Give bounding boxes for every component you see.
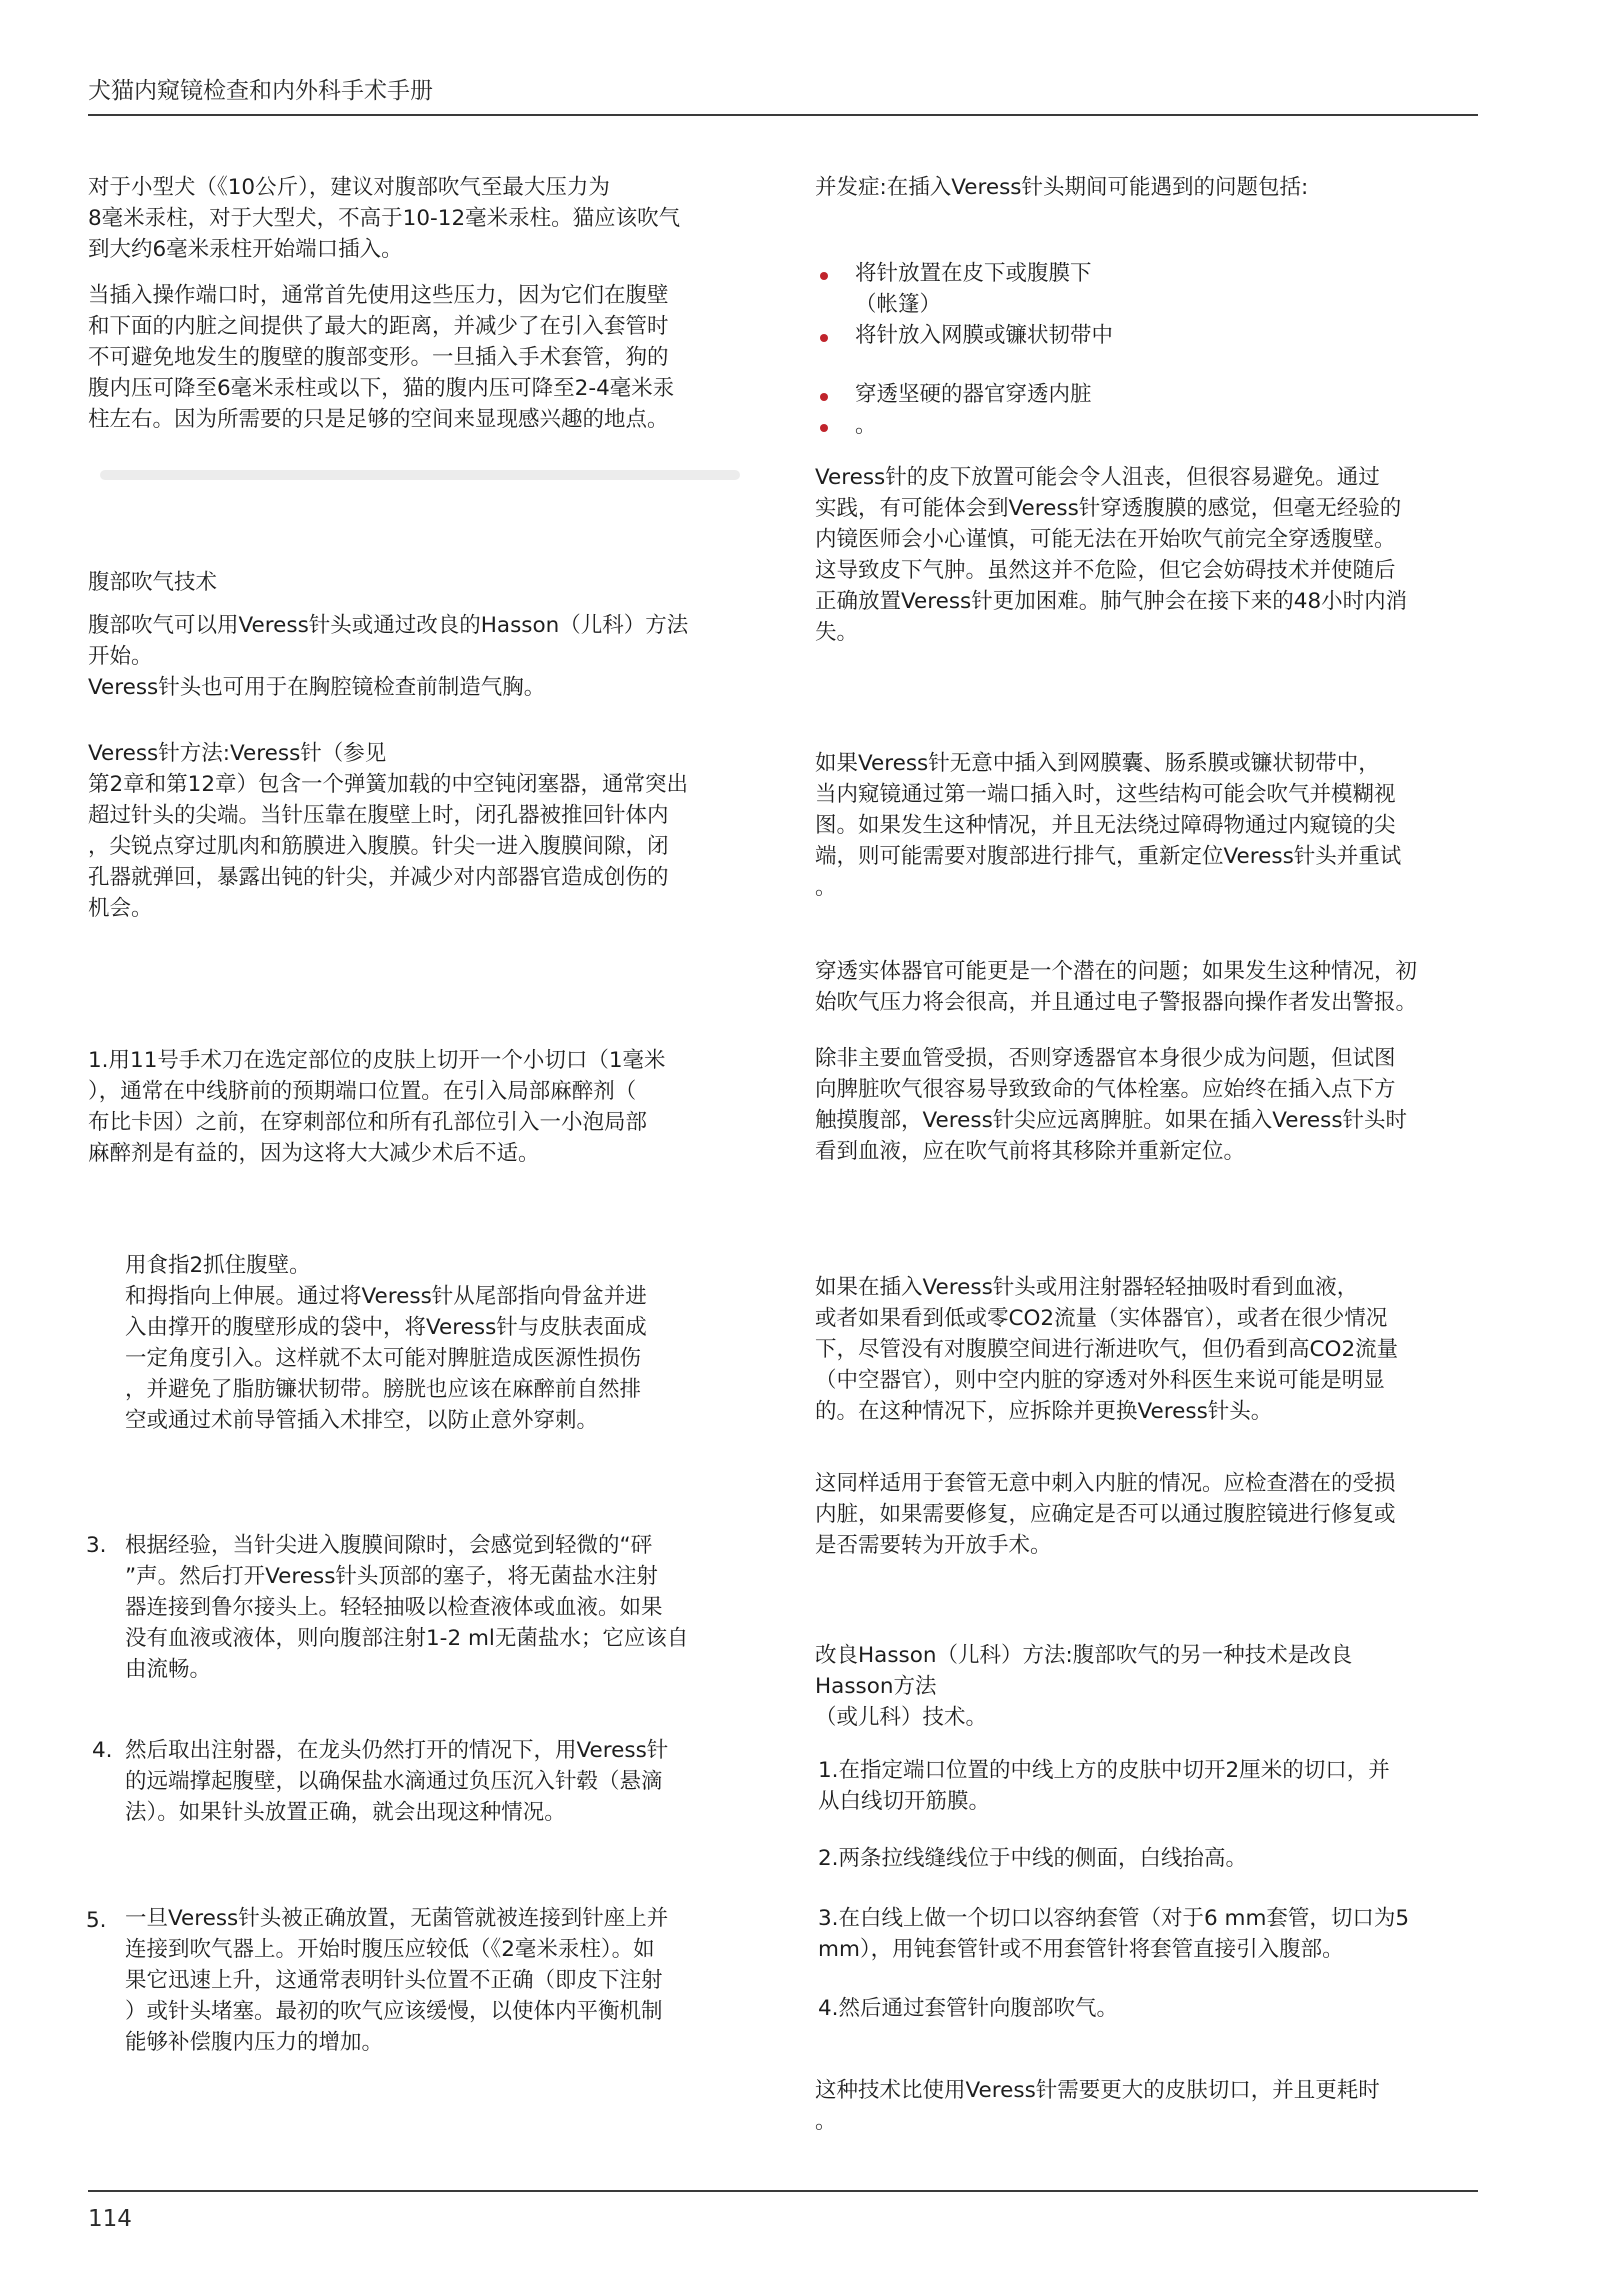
header-rule — [88, 114, 1478, 116]
left-step-5: 一旦Veress针头被正确放置，无菌管就被连接到针座上并 连接到吹气器上。开始时腹压应较低（《2毫米汞柱）。如 果它迅速上升，这通常表明针头位置不正确（即皮下注射 ）或针头堵塞。最初的吹气应该缓慢，以使体内平衡机制 能够补偿腹内压力的增加。 — [125, 1906, 669, 2055]
left-para-2: 当插入操作端口时，通常首先使用这些压力，因为它们在腹壁 和下面的内脏之间提供了最大的距离，并减少了在引入套管时 不可避免地发生的腹壁的腹部变形。一旦插入手术套管，狗的 腹内压可降至6毫米汞柱或以下，猫的腹内压可降至2-4毫米汞 柱左右。因为所需要的只是足够的空间来显现感兴趣的地点。 — [88, 283, 675, 432]
bullet-dot — [820, 424, 828, 432]
list-item: 。 — [818, 410, 1418, 441]
bullet-dot — [820, 334, 828, 342]
list-item: 将针放置在皮下或腹膜下 （帐篷） — [818, 258, 1418, 320]
right-para-vessels: 除非主要血管受损，否则穿透器官本身很少成为问题，但试图 向脾脏吹气很容易导致致命的气体栓塞。应始终在插入点下方 触摸腹部，Veress针尖应远离脾脏。如果在插入Veress针头时 看到血液，应在吹气前将其移除并重新定位。 — [815, 1046, 1408, 1164]
left-para-veress-method: Veress针方法:Veress针（参见 第2章和第12章）包含一个弹簧加载的中空钝闭塞器，通常突出 超过针头的尖端。当针压靠在腹壁上时，闭孔器被推回针体内 ，尖锐点穿过肌肉和筋膜进入腹膜。针尖一进入腹膜间隙，闭 孔器就弹回，暴露出钝的针尖，并减少对内部器官造成创伤的 机会。 — [88, 741, 689, 921]
right-para-subcutaneous: Veress针的皮下放置可能会令人沮丧，但很容易避免。通过 实践，有可能体会到Veress针穿透腹膜的感觉，但毫无经验的 内镜医师会小心谨慎，可能无法在开始吹气前完全穿透腹壁。 这导致皮下气肿。虽然这并不危险，但它会妨碍技术并使随后 正确放置Veress针更加困难。肺气肿会在接下来的48小时内消 失。 — [815, 465, 1408, 645]
complications-list — [818, 258, 1418, 441]
step-number-4: 4. — [92, 1738, 113, 1763]
right-para-trocar: 这同样适用于套管无意中刺入内脏的情况。应检查潜在的受损 内脏，如果需要修复，应确定是否可以通过腹腔镜进行修复或 是否需要转为开放手术。 — [815, 1471, 1396, 1558]
bullet-dot — [820, 272, 828, 280]
right-step-2: 2.两条拉线缝线位于中线的侧面，白线抬高。 — [818, 1846, 1248, 1871]
scan-smudge — [100, 470, 740, 480]
left-step-4: 然后取出注射器，在龙头仍然打开的情况下，用Veress针 的远端撑起腹壁，以确保盐水滴通过负压沉入针毂（悬滴 法）。如果针头放置正确，就会出现这种情况。 — [125, 1738, 669, 1825]
left-para-1: 对于小型犬（《10公斤），建议对腹部吹气至最大压力为 8毫米汞柱，对于大型犬，不高于10-12毫米汞柱。猫应该吹气 到大约6毫米汞柱开始端口插入。 — [88, 175, 681, 262]
right-para-omentum: 如果Veress针无意中插入到网膜囊、肠系膜或镰状韧带中， 当内窥镜通过第一端口插入时，这些结构可能会吹气并模糊视 图。如果发生这种情况，并且无法绕过障碍物通过内窥镜的尖 端，则可能需要对腹部进行排气，重新定位Veress针头并重试 。 — [815, 751, 1402, 900]
right-para-blood: 如果在插入Veress针头或用注射器轻轻抽吸时看到血液， 或者如果看到低或零CO2流量（实体器官），或者在很少情况 下，尽管没有对腹膜空间进行渐进吹气，但仍看到高CO2流量 （中空器官），则中空内脏的穿透对外科医生来说可能是明显 的。在这种情况下，应拆除并更换Veress针头。 — [815, 1275, 1399, 1424]
right-para-complications: 并发症:在插入Veress针头期间可能遇到的问题包括: — [815, 175, 1309, 200]
bullet-dot — [820, 393, 828, 401]
footer-rule — [88, 2190, 1478, 2192]
right-step-3: 3.在白线上做一个切口以容纳套管（对于6 mm套管，切口为5 mm），用钝套管针或不用套管针将套管直接引入腹部。 — [818, 1906, 1410, 1962]
right-step-1: 1.在指定端口位置的中线上方的皮肤中切开2厘米的切口，并 从白线切开筋膜。 — [818, 1758, 1390, 1814]
running-header: 犬猫内窥镜检查和内外科手术手册 — [88, 78, 433, 104]
step-number-3: 3. — [86, 1533, 107, 1558]
list-item: 将针放入网膜或镰状韧带中 — [818, 320, 1418, 351]
right-para-solid-organ: 穿透实体器官可能更是一个潜在的问题；如果发生这种情况，初 始吹气压力将会很高，并且通过电子警报器向操作者发出警报。 — [815, 959, 1418, 1015]
left-para-3: 腹部吹气可以用Veress针头或通过改良的Hasson（儿科）方法 开始。 Veress针头也可用于在胸腔镜检查前制造气胸。 — [88, 613, 689, 700]
step-number-5: 5. — [86, 1908, 107, 1933]
list-item: 穿透坚硬的器官穿透内脏 — [818, 379, 1418, 410]
left-step-3: 根据经验，当针尖进入腹膜间隙时，会感觉到轻微的“砰 ”声。然后打开Veress针头顶部的塞子，将无菌盐水注射 器连接到鲁尔接头上。轻轻抽吸以检查液体或血液。如果 没有血液或液体，则向腹部注射1-2 ml无菌盐水；它应该自 由流畅。 — [125, 1533, 689, 1682]
left-step-2: 用食指2抓住腹壁。 和拇指向上伸展。通过将Veress针从尾部指向骨盆并进 入由撑开的腹壁形成的袋中，将Veress针与皮肤表面成 一定角度引入。这样就不太可能对脾脏造成医源性损伤 ，并避免了脂肪镰状韧带。膀胱也应该在麻醉前自然排 空或通过术前导管插入术排空，以防止意外穿刺。 — [125, 1253, 647, 1433]
right-para-hasson: 改良Hasson（儿科）方法:腹部吹气的另一种技术是改良 Hasson方法 （或儿科）技术。 — [815, 1643, 1353, 1730]
left-step-1: 1.用11号手术刀在选定部位的皮肤上切开一个小切口（1毫米 ），通常在中线脐前的预期端口位置。在引入局部麻醉剂（ 布比卡因）之前，在穿刺部位和所有孔部位引入一小泡局部 麻醉剂是有益的，因为这将大大减少术后不适。 — [88, 1048, 666, 1166]
page-number: 114 — [88, 2206, 132, 2232]
right-step-4: 4.然后通过套管针向腹部吹气。 — [818, 1996, 1119, 2021]
section-heading-insufflation: 腹部吹气技术 — [88, 570, 218, 595]
right-para-closing: 这种技术比使用Veress针需要更大的皮肤切口，并且更耗时 。 — [815, 2078, 1380, 2134]
